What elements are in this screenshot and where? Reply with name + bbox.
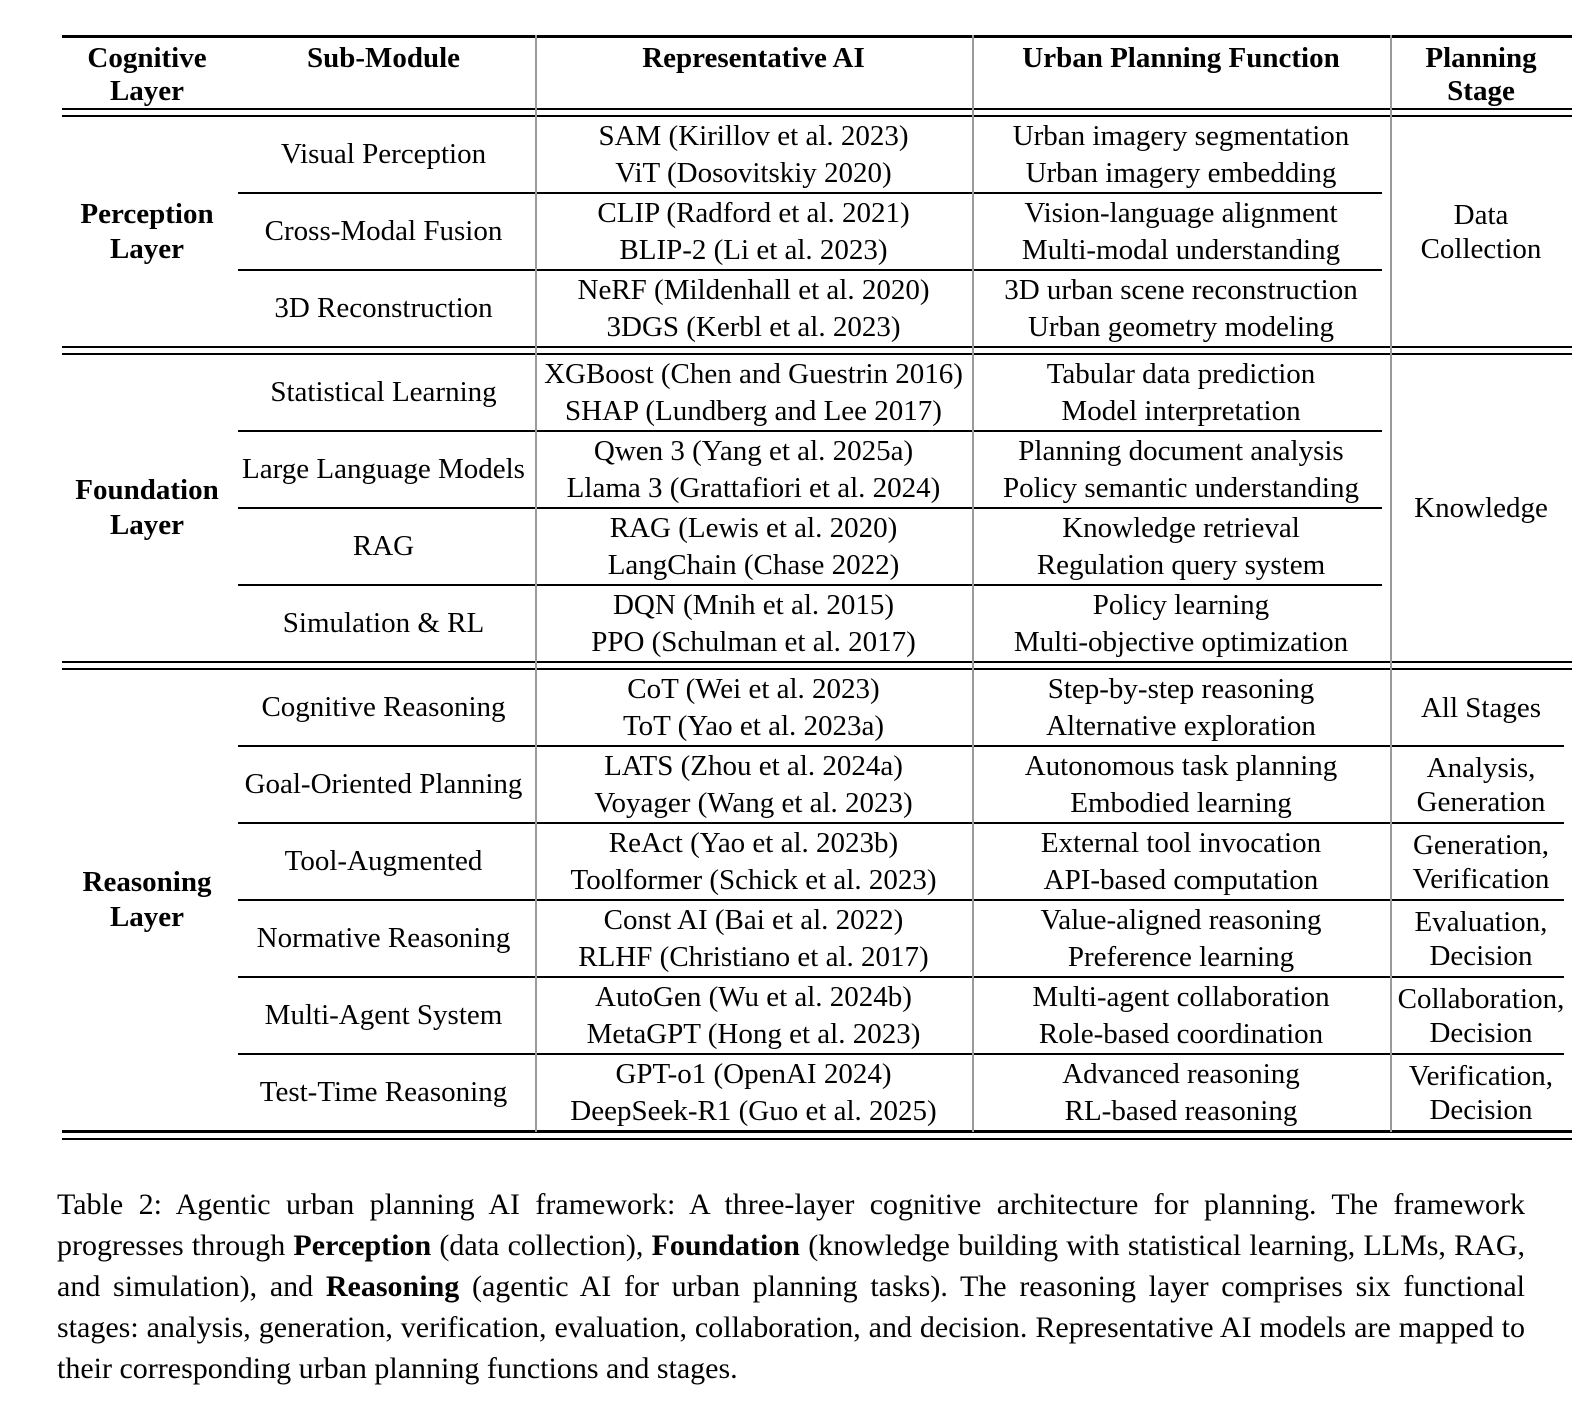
sub-module-cell: Cognitive Reasoning [261, 691, 506, 723]
caption-bold-reasoning: Reasoning [325, 1270, 460, 1303]
table-bottom-rule [62, 1130, 1572, 1140]
planning-function-cell: Multi-agent collaboration Role-based coordination [1032, 980, 1330, 1050]
sub-module-cell: Tool-Augmented [284, 845, 483, 877]
table-row [232, 747, 1572, 822]
header-urban-planning-function: Urban Planning Function [1022, 42, 1340, 74]
planning-function-cell: External tool invocation API-based computation [1040, 826, 1322, 896]
planning-function-cell: Advanced reasoning RL-based reasoning [1062, 1057, 1300, 1127]
table-row [232, 271, 1390, 346]
table-row [232, 509, 1390, 584]
sub-module-cell: Multi-Agent System [264, 999, 503, 1031]
sub-module-cell: Visual Perception [280, 138, 487, 170]
planning-stage-cell: Verification, Decision [1408, 1059, 1554, 1126]
planning-function-cell: Autonomous task planning Embodied learning [1024, 749, 1338, 819]
sub-module-cell: Statistical Learning [270, 376, 497, 408]
representative-ai-cell: SAM (Kirillov et al. 2023) ViT (Dosovitskiy 2020) [598, 119, 909, 189]
planning-function-cell: Knowledge retrieval Regulation query system [1036, 511, 1326, 581]
table-row [232, 117, 1390, 192]
table-header-row [62, 38, 1572, 108]
section-double-rule [62, 346, 1572, 355]
table-row [232, 978, 1572, 1053]
sub-module-cell: Simulation & RL [282, 607, 485, 639]
table-row [232, 901, 1572, 976]
section-reasoning-layer [62, 670, 1572, 1130]
representative-ai-cell: ReAct (Yao et al. 2023b) Toolformer (Schick et al. 2023) [570, 826, 937, 896]
representative-ai-cell: NeRF (Mildenhall et al. 2020) 3DGS (Kerbl et al. 2023) [577, 273, 930, 343]
sub-module-cell: RAG [352, 530, 415, 562]
representative-ai-cell: Const AI (Bai et al. 2022) RLHF (Christiano et al. 2017) [578, 903, 929, 973]
sub-module-cell: Normative Reasoning [256, 922, 511, 954]
representative-ai-cell: RAG (Lewis et al. 2020) LangChain (Chase 2022) [607, 511, 900, 581]
planning-stage-cell: Evaluation, Decision [1414, 905, 1548, 972]
table-row [232, 586, 1390, 661]
planning-function-cell: Urban imagery segmentation Urban imagery embedding [1012, 119, 1350, 189]
sub-module-cell: Goal-Oriented Planning [244, 768, 523, 800]
layer-label-foundation: Foundation Layer [75, 474, 219, 541]
header-double-rule [62, 108, 1572, 117]
planning-function-cell: 3D urban scene reconstruction Urban geometry modeling [1004, 273, 1358, 343]
table-row [232, 194, 1390, 269]
sub-module-cell: 3D Reconstruction [274, 292, 493, 324]
table-caption: Table 2: Agentic urban planning AI framework: A three-layer cognitive architecture for planning. The framework progresses through Perception (data collection), Foundation (knowledge building with statistical learning, LLMs, RAG, and simulation), and Reasoning (agentic AI for urban planning tasks). The reasoning layer comprises six functional stages: analysis, generation, verification, evaluation, collaboration, and decision. Representative AI models are mapped to their corresponding urban planning functions and stages. [57, 1188, 1525, 1385]
planning-stage-cell: Generation, Verification [1412, 828, 1550, 895]
section-double-rule [62, 661, 1572, 670]
section-perception-layer [62, 117, 1572, 346]
planning-stage-cell: Collaboration, Decision [1397, 982, 1565, 1049]
planning-stage-cell: Data Collection [1420, 198, 1542, 265]
planning-function-cell: Step-by-step reasoning Alternative exploration [1046, 672, 1316, 742]
representative-ai-cell: GPT-o1 (OpenAI 2024) DeepSeek-R1 (Guo et al. 2025) [570, 1057, 937, 1127]
planning-stage-cell: Analysis, Generation [1416, 751, 1546, 818]
table-row [232, 670, 1572, 745]
layer-label-reasoning: Reasoning Layer [82, 866, 212, 933]
planning-stage-cell: All Stages [1420, 691, 1542, 724]
representative-ai-cell: CLIP (Radford et al. 2021) BLIP-2 (Li et al. 2023) [597, 196, 910, 266]
representative-ai-cell: AutoGen (Wu et al. 2024b) MetaGPT (Hong et al. 2023) [586, 980, 921, 1050]
table-row [232, 1055, 1572, 1130]
table-row [232, 432, 1390, 507]
section-foundation-layer [62, 355, 1572, 661]
sub-module-cell: Cross-Modal Fusion [264, 215, 503, 247]
representative-ai-cell: LATS (Zhou et al. 2024a) Voyager (Wang et al. 2023) [594, 749, 913, 819]
planning-function-cell: Policy learning Multi-objective optimization [1013, 588, 1349, 658]
header-cognitive-layer: Cognitive Layer [87, 42, 207, 107]
column-divider [972, 35, 974, 1132]
column-divider [535, 35, 537, 1132]
representative-ai-cell: DQN (Mnih et al. 2015) PPO (Schulman et al. 2017) [591, 588, 916, 658]
framework-table [62, 35, 1572, 1140]
planning-function-cell: Vision-language alignment Multi-modal understanding [1021, 196, 1341, 266]
representative-ai-cell: CoT (Wei et al. 2023) ToT (Yao et al. 2023a) [622, 672, 885, 742]
caption-bold-perception: Perception [293, 1229, 432, 1262]
layer-label-perception: Perception Layer [80, 197, 214, 265]
sub-module-cell: Large Language Models [242, 453, 525, 485]
header-planning-stage: Planning Stage [1425, 42, 1537, 107]
header-representative-ai: Representative AI [642, 42, 865, 74]
planning-function-cell: Planning document analysis Policy semantic understanding [1003, 434, 1359, 504]
header-sub-module: Sub-Module [306, 42, 461, 74]
caption-bold-foundation: Foundation [651, 1229, 800, 1262]
representative-ai-cell: Qwen 3 (Yang et al. 2025a) Llama 3 (Grattafiori et al. 2024) [566, 434, 941, 504]
planning-function-cell: Tabular data prediction Model interpretation [1046, 357, 1316, 427]
planning-stage-cell: Knowledge [1414, 492, 1548, 524]
table-row [232, 824, 1572, 899]
table-row [232, 355, 1390, 430]
planning-function-cell: Value-aligned reasoning Preference learning [1040, 903, 1322, 973]
sub-module-cell: Test-Time Reasoning [259, 1076, 508, 1108]
column-divider [1390, 35, 1392, 1132]
representative-ai-cell: XGBoost (Chen and Guestrin 2016) SHAP (Lundberg and Lee 2017) [544, 357, 963, 427]
